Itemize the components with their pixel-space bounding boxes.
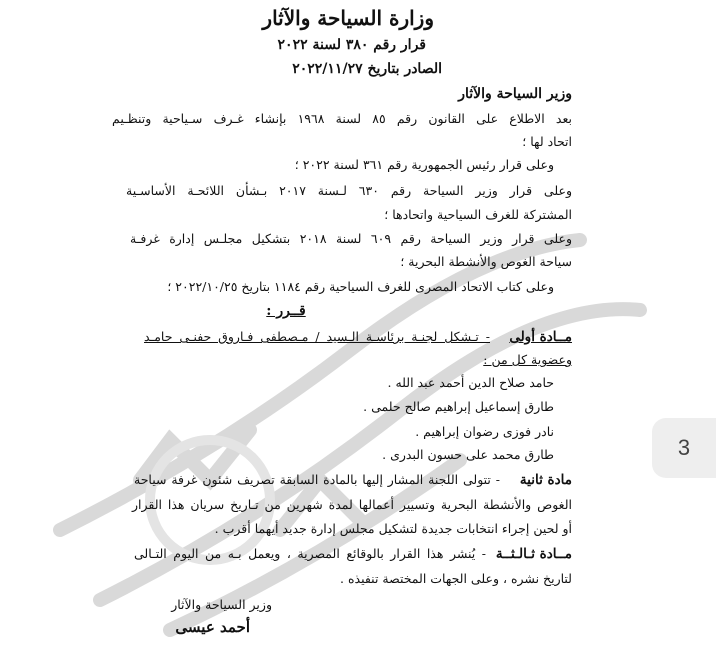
committee-member: حامد صلاح الدين أحمد عبد الله . [387, 375, 554, 390]
article3-text: - يُنشر هذا القرار بالوقائع المصرية ، ويعمل بـه من اليوم التـالى [134, 546, 486, 561]
preamble-line: وعلى قرار وزير السياحة رقم ٦٣٠ لـسنة ٢٠١٧ بـشأن اللائحـة الأساسـية [126, 183, 572, 198]
decided-heading: قــرر : [266, 303, 306, 319]
article2-text: أو لحين إجراء انتخابات جديدة لتشكيل مجلس إدارة جديد أيهما أقرب . [214, 521, 572, 536]
article2-text: - تتولى اللجنة المشار إليها بالمادة السابقة تصريف شئون غرفة سياحة [134, 472, 500, 487]
article1-text: وعضوية كل من : [483, 352, 572, 367]
article1-text: - تـشكل لجنـة برئاسـة الـسيد / مـصطفى فـاروق حفنـى حامـد [144, 329, 490, 344]
article2-text: الغوص والأنشطة البحرية وتسيير أعمالها لمدة شهرين من تـاريخ سريان هذا القرار [132, 497, 572, 512]
preamble-line: سياحة الغوص والأنشطة البحرية ؛ [400, 254, 572, 269]
preamble-line: اتحاد لها ؛ [522, 134, 572, 149]
preamble-line: وعلى كتاب الاتحاد المصرى للغرف السياحية رقم ١١٨٤ بتاريخ ٢٠٢٢/١٠/٢٥ ؛ [167, 279, 554, 294]
minister-heading: وزير السياحة والآثار [458, 86, 572, 102]
article1-label: مــادة أولى [509, 329, 572, 345]
article2-label: مادة ثانية [519, 472, 572, 488]
preamble-line: وعلى قرار رئيس الجمهورية رقم ٣٦١ لسنة ٢٠٢٢ ؛ [294, 157, 554, 172]
issue-date: الصادر بتاريخ ٢٠٢٢/١١/٢٧ [292, 61, 442, 77]
preamble-line: وعلى قرار وزير السياحة رقم ٦٠٩ لسنة ٢٠١٨ بتشكيل مجلـس إدارة غرفـة [130, 231, 572, 246]
signature-name: أحمد عيسى [175, 618, 250, 636]
committee-member: طارق إسماعيل إبراهيم صالح حلمى . [363, 399, 554, 414]
committee-member: طارق محمد على حسون البدرى . [382, 447, 554, 462]
decree-number: قرار رقم ٣٨٠ لسنة ٢٠٢٢ [277, 37, 426, 53]
page-number-badge: 3 [652, 418, 716, 478]
article3-label: مــادة ثـالـثــة [495, 546, 572, 562]
signature-title: وزير السياحة والآثار [171, 597, 272, 612]
article3-text: لتاريخ نشره ، وعلى الجهات المختصة تنفيذه . [340, 571, 572, 586]
preamble-line: المشتركة للغرف السياحية واتحادها ؛ [384, 207, 572, 222]
preamble-line: بعد الاطلاع على القانون رقم ٨٥ لسنة ١٩٦٨ بإنشاء غـرف سـياحية وتنظـيم [112, 111, 572, 126]
committee-member: نادر فوزى رضوان إبراهيم . [415, 424, 554, 439]
ministry-title: وزارة السياحة والآثار [262, 6, 434, 30]
